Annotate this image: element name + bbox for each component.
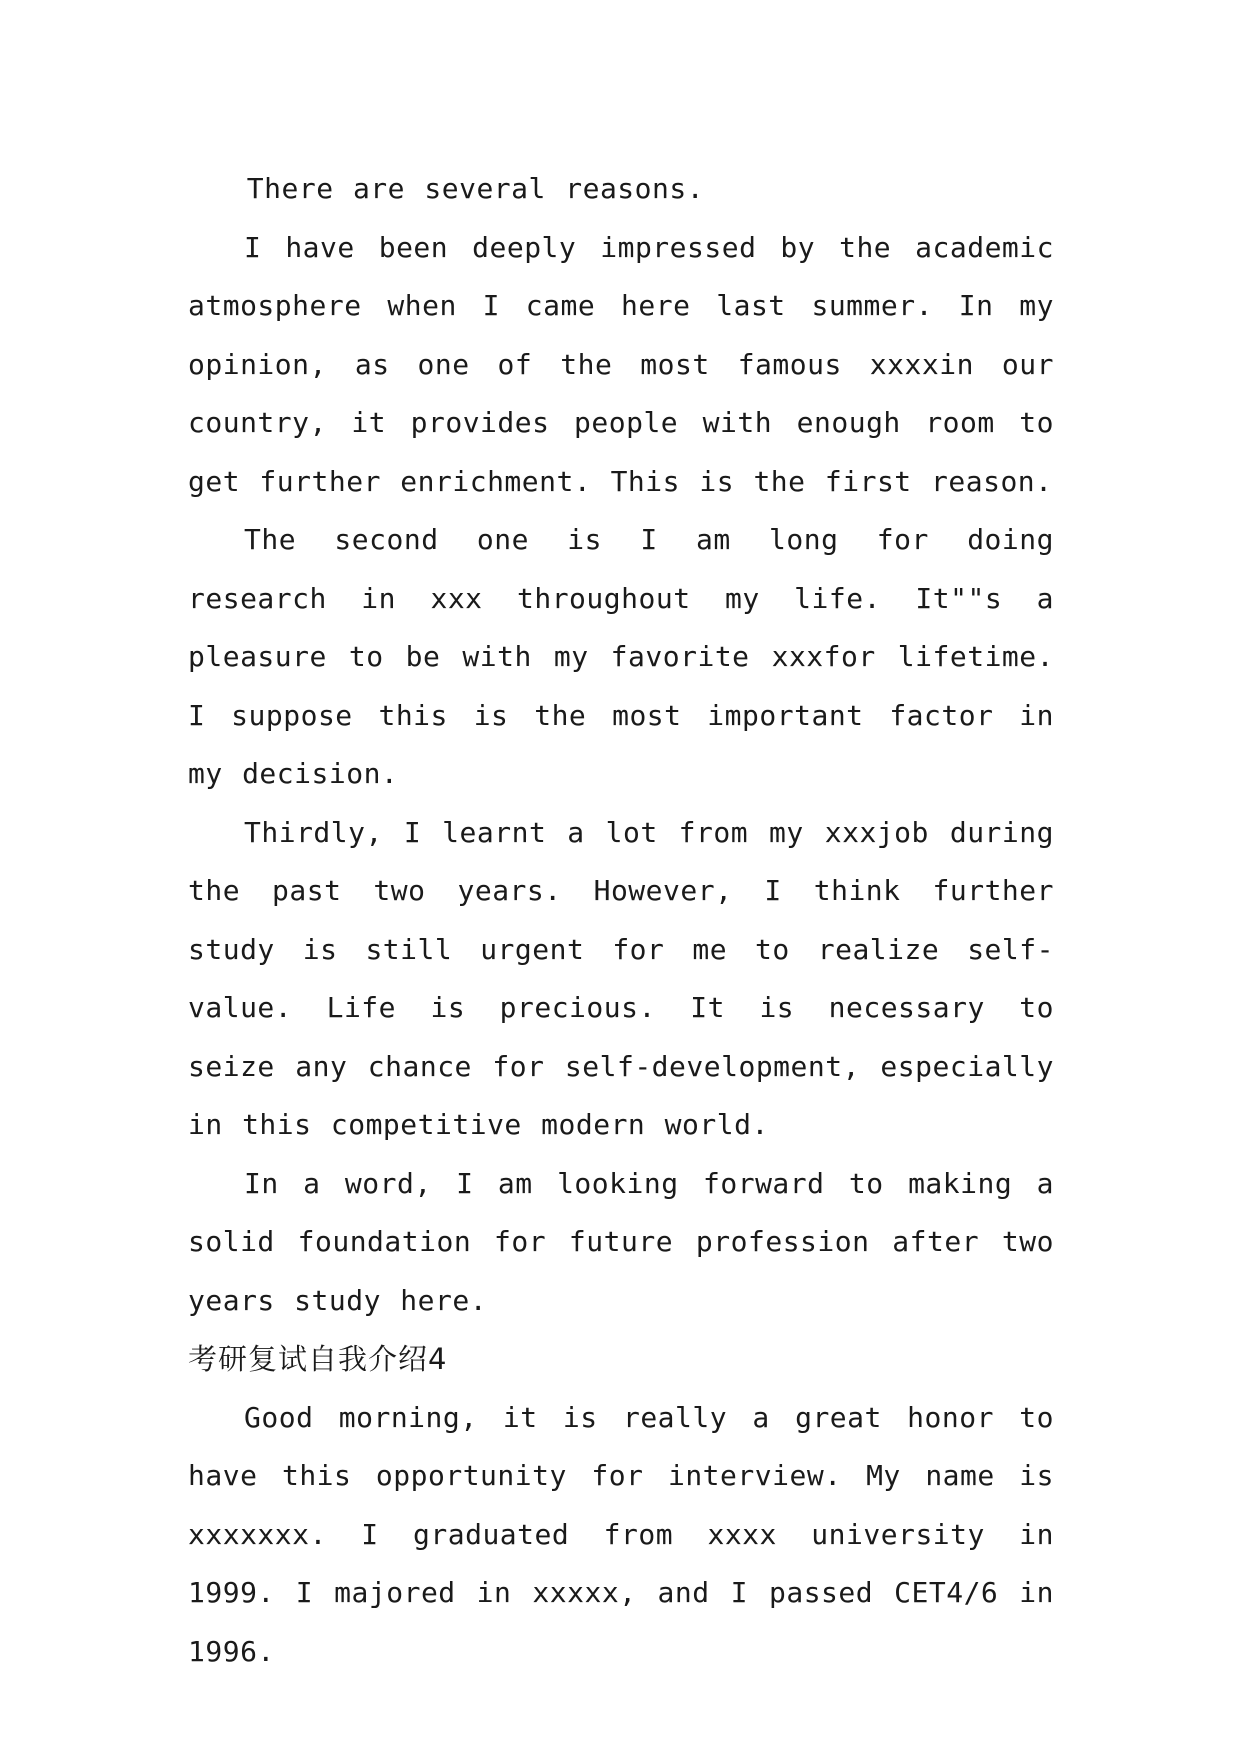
paragraph-first-reason: I have been deeply impressed by the academic atmosphere when I came here last summer. In my opinion, as one of the most famous xxxxin our country, it provides people with enough room to get further enrichment. This is the first reason. bbox=[188, 230, 1054, 498]
paragraph-reasons-intro: There are several reasons. bbox=[246, 172, 705, 205]
paragraph-conclusion: In a word, I am looking forward to making a solid foundation for future profession after two years study here. bbox=[188, 1166, 1054, 1317]
paragraph-second-reason: The second one is I am long for doing research in xxx throughout my life. It""s a pleasure to be with my favorite xxxfor lifetime. I suppose this is the most important factor in my decision. bbox=[188, 523, 1054, 790]
document-body bbox=[188, 160, 1054, 1681]
section-heading: 考研复试自我介绍4 bbox=[188, 1342, 448, 1376]
paragraph-third-reason: Thirdly, I learnt a lot from my xxxjob during the past two years. However, I think further study is still urgent for me to realize self-value. Life is precious. It is necessary to seize any chance for self-development, especially in this competitive modern world. bbox=[188, 815, 1054, 1141]
paragraph-introduction: Good morning, it is really a great honor to have this opportunity for interview. My name is xxxxxxx. I graduated from xxxx university in 1999. I majored in xxxxx, and I passed CET4/6 in 1996. bbox=[188, 1400, 1054, 1668]
